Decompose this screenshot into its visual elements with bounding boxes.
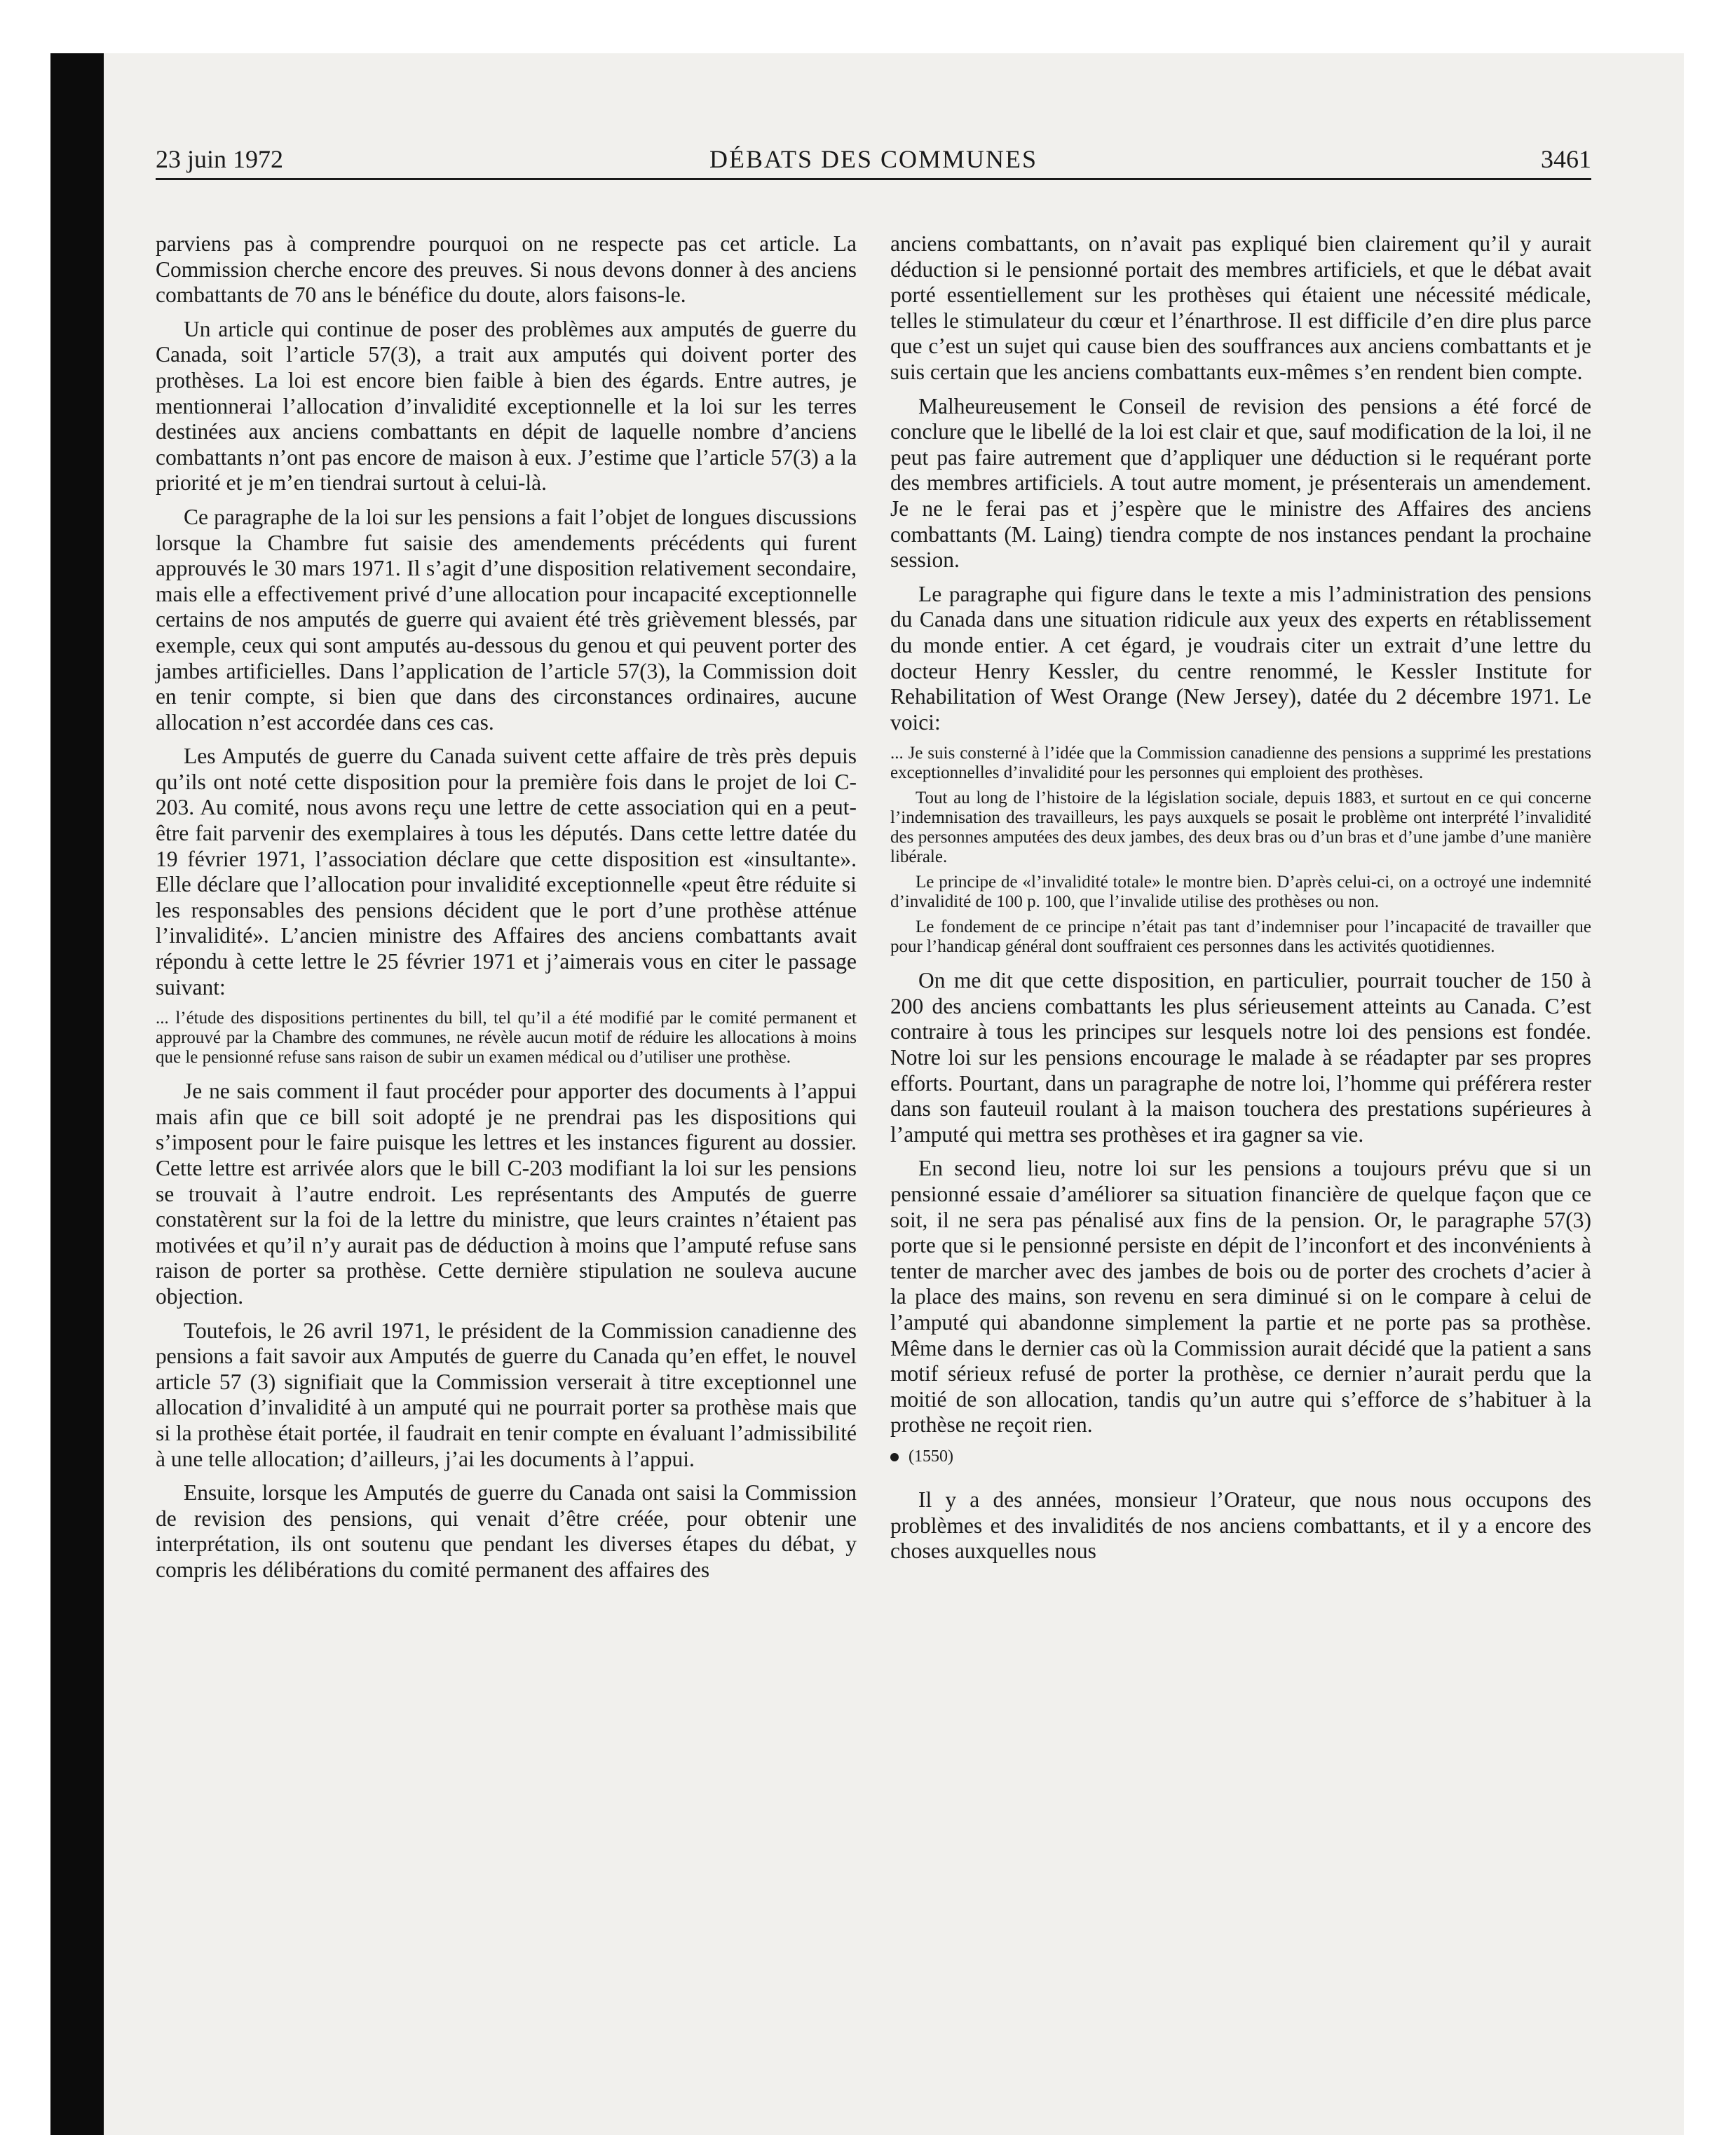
paragraph: Ce paragraphe de la loi sur les pensions a fait l’objet de longues discussions lorsque la Chambre fut saisie des amendements précédents qui furent approuvés le 30 mars 1971. Il s’agit d’une disposition relativement secondaire, mais elle a effectivement privé d’une allocation pour incapacité exceptionnelle certains de nos amputés de guerre qui avaient été très grièvement blessés, par exemple, ceux qui sont amputés au-dessous du genou et qui peuvent porter des jambes artificielles. Dans l’application de l’article 57(3), la Commission doit en tenir compte, si bien que dans des circonstances ordinaires, aucune allocation n’est accordée dans ces cas. <box>156 504 857 735</box>
header-date: 23 juin 1972 <box>156 145 284 173</box>
quotation <box>156 1009 857 1067</box>
quote-paragraph: Le fondement de ce principe n’était pas tant d’indemniser pour l’incapacité de travailler que pour l’handicap général dont souffraient ces personnes dans les activités quotidiennes. <box>890 917 1591 957</box>
quote-paragraph: Le principe de «l’invalidité totale» le montre bien. D’après celui-ci, on a octroyé une indemnité d’invalidité de 100 p. 100, que l’invalide utilise des prothèses ou non. <box>890 873 1591 912</box>
right-column <box>890 231 1591 2082</box>
paragraph: Malheureusement le Conseil de revision des pensions a été forcé de conclure que le libellé de la loi est clair et que, sauf modification de la loi, il ne peut pas faire autrement que d’appliquer une déduction si le requérant porte des membres artificiels. A tout autre moment, je présenterais un amendement. Je ne le ferai pas et j’espère que le ministre des Affaires des anciens combattants (M. Laing) tiendra compte de nos instances pendant la prochaine session. <box>890 393 1591 573</box>
left-column <box>156 231 857 2082</box>
paragraph: On me dit que cette disposition, en particulier, pourrait toucher de 150 à 200 des anciens combattants les plus sérieusement atteints au Canada. C’est contraire à tous les principes sur lesquels notre loi des pensions est fondée. Notre loi sur les pensions encourage le malade à se réadapter par ses propres efforts. Pourtant, dans un paragraphe de notre loi, l’homme qui préférera rester dans son fauteuil roulant à la maison touchera des prestations supérieures à l’amputé qui mettra ses prothèses et ira gagner sa vie. <box>890 968 1591 1147</box>
running-header <box>156 137 1591 180</box>
paragraph: Il y a des années, monsieur l’Orateur, que nous nous occupons des problèmes et des invalidités de nos anciens combattants, et il y a encore des choses auxquelles nous <box>890 1487 1591 1564</box>
paragraph: parviens pas à comprendre pourquoi on ne respecte pas cet article. La Commission cherche encore des preuves. Si nous devons donner à des anciens combattants de 70 ans le bénéfice du doute, alors faisons-le. <box>156 231 857 308</box>
header-page-number: 3461 <box>1541 145 1591 173</box>
time-marker <box>890 1447 1591 1466</box>
paragraph: Un article qui continue de poser des problèmes aux amputés de guerre du Canada, soit l’article 57(3), a trait aux amputés qui doivent porter des prothèses. La loi est encore bien faible à bien des égards. Entre autres, je mentionnerai l’allocation d’invalidité exceptionnelle et la loi sur les terres destinées aux anciens combattants en dépit de laquelle nombre d’anciens combattants n’ont pas encore de maison à eux. J’estime que l’article 57(3) a la priorité et je m’en tiendrai surtout à celui-là. <box>156 316 857 496</box>
time-marker-text: (1550) <box>909 1447 953 1466</box>
bullet-icon <box>890 1453 899 1461</box>
paragraph: Les Amputés de guerre du Canada suivent cette affaire de très près depuis qu’ils ont noté cette disposition pour la première fois dans le projet de loi C-203. Au comité, nous avons reçu une lettre de cette association qui en a peut-être fait parvenir des exemplaires à tous les députés. Dans cette lettre datée du 19 février 1971, l’association déclare que cette disposition est «insultante». Elle déclare que l’allocation pour invalidité exceptionnelle «peut être réduite si les responsables des pensions décident que le port d’une prothèse atténue l’invalidité». L’ancien ministre des Affaires des anciens combattants avait répondu à cette lettre le 25 février 1971 et j’aimerais vous en citer le passage suivant: <box>156 744 857 999</box>
header-title: DÉBATS DES COMMUNES <box>709 145 1038 173</box>
paragraph: anciens combattants, on n’avait pas expliqué bien clairement qu’il y aurait déduction si le pensionné portait des membres artificiels, et que le débat avait porté essentiellement sur les prothèses qui étaient une nécessité médicale, telles le stimulateur du cœur et l’énarthrose. Il est difficile d’en dire plus parce que c’est un sujet qui cause bien des souffrances aux anciens combattants et je suis certain que les anciens combattants eux-mêmes s’en rendent bien compte. <box>890 231 1591 384</box>
binding-shadow <box>50 53 104 2135</box>
quote-paragraph: Tout au long de l’histoire de la législation sociale, depuis 1883, et surtout en ce qui concerne l’indemnisation des travailleurs, les pays auxquels se posait le problème ont interprété l’invalidité des personnes amputées des deux jambes, des deux bras ou d’un bras et d’une jambe d’une manière libérale. <box>890 789 1591 867</box>
quote-paragraph: ... l’étude des dispositions pertinentes du bill, tel qu’il a été modifié par le comité permanent et approuvé par la Chambre des communes, ne révèle aucun motif de réduire les allocations à moins que le pensionné refuse sans raison de subir un examen médical ou d’utiliser une prothèse. <box>156 1009 857 1067</box>
paragraph: En second lieu, notre loi sur les pensions a toujours prévu que si un pensionné essaie d’améliorer sa situation financière de quelque façon que ce soit, il ne sera pas pénalisé aux fins de la pension. Or, le paragraphe 57(3) porte que si le pensionné persiste en dépit de l’inconfort et des inconvénients à tenter de marcher avec des jambes de bois ou de porter des crochets d’acier à la place des mains, son revenu en sera diminué si on le compare à celui de l’amputé qui abandonne simplement la partie et ne porte pas sa prothèse. Même dans le dernier cas où la Commission aurait décidé que la patient a sans motif sérieux refusé de porter la prothèse, ce dernier n’aurait perdu que la moitié de son allocation, tandis qu’un autre qui s’efforce de s’habituer à la prothèse ne reçoit rien. <box>890 1156 1591 1438</box>
paragraph: Toutefois, le 26 avril 1971, le président de la Commission canadienne des pensions a fait savoir aux Amputés de guerre du Canada qu’en effet, le nouvel article 57 (3) signifiait que la Commission verserait à titre exceptionnel une allocation d’invalidité à un amputé qui ne pourrait porter sa prothèse mais que si la prothèse était portée, il faudrait en tenir compte en évaluant l’admissibilité à une telle allocation; d’ailleurs, j’ai les documents à l’appui. <box>156 1318 857 1471</box>
quote-paragraph: ... Je suis consterné à l’idée que la Commission canadienne des pensions a supprimé les prestations exceptionnelles d’invalidité pour les personnes qui emploient des prothèses. <box>890 744 1591 783</box>
quotation <box>890 744 1591 957</box>
paragraph: Le paragraphe qui figure dans le texte a mis l’administration des pensions du Canada dans une situation ridicule aux yeux des experts en rétablissement du monde entier. A cet égard, je voudrais citer un extrait d’une lettre du docteur Henry Kessler, du centre renommé, le Kessler Institute for Rehabilitation of West Orange (New Jersey), datée du 2 décembre 1971. Le voici: <box>890 581 1591 735</box>
paragraph: Je ne sais comment il faut procéder pour apporter des documents à l’appui mais afin que ce bill soit adopté je ne prendrai pas les dispositions qui s’imposent pour le faire puisque les lettres et les instances figurent au dossier. Cette lettre est arrivée alors que le bill C-203 modifiant la loi sur les pensions se trouvait à l’autre endroit. Les représentants des Amputés de guerre constatèrent sur la foi de la lettre du ministre, que leurs craintes n’étaient pas motivées et qu’il n’y aurait pas de déduction à moins que l’amputé refuse sans raison de porter sa prothèse. Cette dernière stipulation ne souleva aucune objection. <box>156 1079 857 1309</box>
paragraph: Ensuite, lorsque les Amputés de guerre du Canada ont saisi la Commission de revision des pensions, qui venait d’être créée, pour obtenir une interprétation, ils ont soutenu que pendant les diverses étapes du débat, y compris les délibérations du comité permanent des affaires des <box>156 1480 857 1582</box>
